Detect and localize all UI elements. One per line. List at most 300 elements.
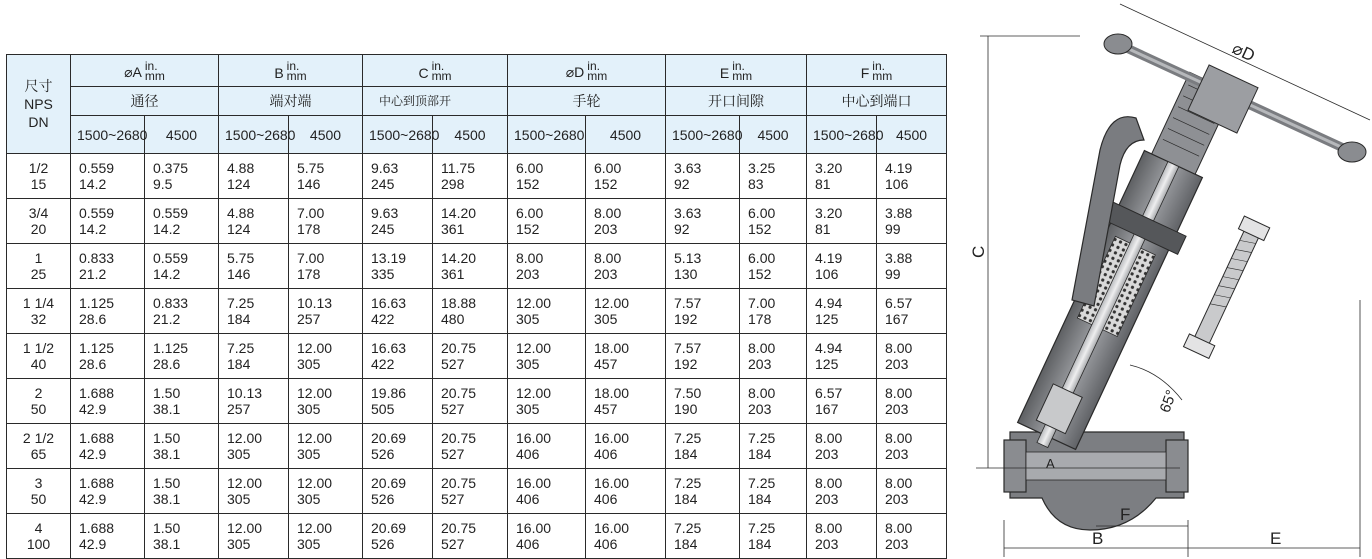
class-d-high: 4500 xyxy=(586,116,666,154)
value-mm: 203 xyxy=(516,266,540,282)
value-in: 0.559 xyxy=(153,250,189,266)
value-cell xyxy=(145,469,219,514)
value-cell xyxy=(877,514,947,559)
value-in: 12.00 xyxy=(516,385,552,401)
value-cell xyxy=(433,469,508,514)
value-cell xyxy=(145,199,219,244)
value-mm: 42.9 xyxy=(79,446,107,462)
size-cell xyxy=(7,379,71,424)
value-mm: 184 xyxy=(227,311,251,327)
value-mm: 28.6 xyxy=(79,311,107,327)
value-in: 3.63 xyxy=(674,205,702,221)
value-in: 7.57 xyxy=(674,295,702,311)
value-in: 7.25 xyxy=(748,520,776,536)
col-a-label: ⌀A xyxy=(124,63,142,80)
value-mm: 203 xyxy=(815,446,839,462)
dim-label-b: B xyxy=(1092,529,1104,548)
value-mm: 203 xyxy=(885,356,909,372)
table-row xyxy=(7,469,947,514)
value-mm: 305 xyxy=(297,401,321,417)
value-mm: 526 xyxy=(371,536,395,552)
unit-in: in. xyxy=(732,58,745,73)
value-cell xyxy=(807,199,877,244)
value-in: 8.00 xyxy=(748,385,776,401)
value-in: 6.00 xyxy=(748,205,776,221)
value-in: 14.20 xyxy=(441,205,477,221)
value-mm: 178 xyxy=(297,221,321,237)
unit-in: in. xyxy=(431,58,445,73)
value-cell xyxy=(433,379,508,424)
value-mm: 406 xyxy=(594,491,618,507)
value-mm: 184 xyxy=(674,446,698,462)
value-in: 8.00 xyxy=(815,520,843,536)
value-in: 1.688 xyxy=(79,520,115,536)
value-in: 4.94 xyxy=(815,340,843,356)
value-mm: 106 xyxy=(815,266,839,282)
col-d-header xyxy=(508,55,666,87)
class-b-low: 1500~2680 xyxy=(219,116,289,154)
value-mm: 42.9 xyxy=(79,491,107,507)
value-cell xyxy=(666,334,740,379)
value-in: 12.00 xyxy=(297,430,333,446)
value-mm: 38.1 xyxy=(153,401,181,417)
size-cell xyxy=(7,424,71,469)
value-cell xyxy=(586,334,666,379)
unit-mm: mm xyxy=(431,68,452,83)
value-cell xyxy=(807,469,877,514)
value-cell xyxy=(666,424,740,469)
value-in: 12.00 xyxy=(594,295,630,311)
value-in: 0.833 xyxy=(79,250,115,266)
value-in: 6.57 xyxy=(885,295,913,311)
value-cell xyxy=(586,244,666,289)
value-cell xyxy=(508,514,586,559)
size-cell xyxy=(7,514,71,559)
value-mm: 457 xyxy=(594,356,618,372)
value-in: 9.63 xyxy=(371,160,399,176)
value-cell xyxy=(363,424,433,469)
value-in: 1.125 xyxy=(153,340,189,356)
value-in: 7.25 xyxy=(227,340,255,356)
value-in: 16.00 xyxy=(516,520,552,536)
value-in: 4.19 xyxy=(815,250,843,266)
value-cell xyxy=(433,199,508,244)
value-cell xyxy=(666,154,740,199)
value-cell xyxy=(740,424,807,469)
value-mm: 14.2 xyxy=(153,221,181,237)
unit-mm: mm xyxy=(286,68,307,83)
value-mm: 99 xyxy=(885,221,901,237)
value-in: 0.559 xyxy=(79,160,115,176)
value-cell xyxy=(508,469,586,514)
value-mm: 192 xyxy=(674,311,698,327)
value-mm: 203 xyxy=(815,491,839,507)
value-mm: 152 xyxy=(748,266,772,282)
dim-label-f: F xyxy=(1120,505,1131,524)
value-mm: 83 xyxy=(748,176,764,192)
value-in: 7.25 xyxy=(674,475,702,491)
value-cell xyxy=(71,334,145,379)
value-in: 8.00 xyxy=(815,430,843,446)
value-mm: 14.2 xyxy=(79,221,107,237)
value-in: 16.63 xyxy=(371,340,407,356)
class-f-high: 4500 xyxy=(877,116,947,154)
value-cell xyxy=(807,334,877,379)
value-in: 1.688 xyxy=(79,385,115,401)
value-in: 8.00 xyxy=(885,520,913,536)
value-cell xyxy=(289,154,363,199)
value-cell xyxy=(586,199,666,244)
value-cell xyxy=(740,244,807,289)
value-cell xyxy=(219,334,289,379)
class-e-high: 4500 xyxy=(740,116,807,154)
value-in: 4.88 xyxy=(227,205,255,221)
value-in: 12.00 xyxy=(297,340,333,356)
value-cell xyxy=(433,424,508,469)
value-cell xyxy=(145,424,219,469)
value-mm: 152 xyxy=(516,176,540,192)
table-row xyxy=(7,199,947,244)
value-in: 6.00 xyxy=(748,250,776,266)
value-mm: 184 xyxy=(227,356,251,372)
value-mm: 125 xyxy=(815,356,839,372)
value-cell xyxy=(71,199,145,244)
value-mm: 527 xyxy=(441,401,465,417)
value-mm: 203 xyxy=(815,536,839,552)
value-cell xyxy=(508,199,586,244)
value-in: 6.00 xyxy=(516,205,544,221)
value-cell xyxy=(219,514,289,559)
value-mm: 406 xyxy=(516,536,540,552)
value-mm: 42.9 xyxy=(79,536,107,552)
size-cell xyxy=(7,289,71,334)
size-cell xyxy=(7,469,71,514)
col-e-label: E xyxy=(719,64,730,81)
dim-label-a: A xyxy=(1046,456,1055,471)
dim-label-e: E xyxy=(1270,529,1282,548)
unit-in: in. xyxy=(872,58,885,73)
value-cell xyxy=(508,379,586,424)
value-mm: 124 xyxy=(227,176,251,192)
value-mm: 245 xyxy=(371,221,395,237)
dn-value: 100 xyxy=(26,536,51,552)
value-in: 0.559 xyxy=(153,205,189,221)
value-in: 4.94 xyxy=(815,295,843,311)
table-row xyxy=(7,334,947,379)
value-in: 0.375 xyxy=(153,160,189,176)
value-in: 7.00 xyxy=(297,250,325,266)
col-a-header xyxy=(71,55,219,87)
col-b-label: B xyxy=(274,64,284,81)
class-a-high: 4500 xyxy=(145,116,219,154)
value-in: 6.00 xyxy=(516,160,544,176)
class-b-high: 4500 xyxy=(289,116,363,154)
value-mm: 527 xyxy=(441,491,465,507)
value-mm: 38.1 xyxy=(153,446,181,462)
value-in: 14.20 xyxy=(441,250,477,266)
value-mm: 38.1 xyxy=(153,491,181,507)
table-row xyxy=(7,514,947,559)
value-cell xyxy=(877,289,947,334)
value-in: 18.88 xyxy=(441,295,477,311)
value-cell xyxy=(219,154,289,199)
value-mm: 406 xyxy=(594,536,618,552)
col-c-label: C xyxy=(418,64,429,81)
unit-mm: mm xyxy=(144,68,165,83)
value-cell xyxy=(877,199,947,244)
value-in: 20.75 xyxy=(441,340,477,356)
value-mm: 152 xyxy=(594,176,618,192)
valve-drawing xyxy=(960,0,1372,557)
value-cell xyxy=(877,424,947,469)
table-row xyxy=(7,244,947,289)
value-mm: 305 xyxy=(227,536,251,552)
class-c-high: 4500 xyxy=(433,116,508,154)
value-cell xyxy=(71,379,145,424)
value-in: 20.75 xyxy=(441,520,477,536)
value-mm: 28.6 xyxy=(79,356,107,372)
value-mm: 106 xyxy=(885,176,909,192)
value-in: 10.13 xyxy=(297,295,333,311)
value-in: 16.00 xyxy=(516,430,552,446)
col-c-header xyxy=(363,55,508,87)
value-in: 3.25 xyxy=(748,160,776,176)
value-mm: 257 xyxy=(227,401,251,417)
nps-value: 2 xyxy=(34,385,43,401)
value-mm: 203 xyxy=(748,356,772,372)
unit-in: in. xyxy=(587,58,600,73)
value-in: 12.00 xyxy=(516,295,552,311)
pressure-class-row xyxy=(7,116,947,154)
value-cell xyxy=(363,469,433,514)
value-cell xyxy=(807,424,877,469)
value-in: 7.25 xyxy=(674,430,702,446)
value-cell xyxy=(807,514,877,559)
value-cell xyxy=(508,424,586,469)
nps-value: 1/2 xyxy=(28,160,49,176)
value-cell xyxy=(433,334,508,379)
value-in: 7.25 xyxy=(227,295,255,311)
value-cell xyxy=(666,379,740,424)
value-cell xyxy=(363,514,433,559)
nps-value: 3 xyxy=(34,475,43,491)
value-mm: 305 xyxy=(297,491,321,507)
value-in: 12.00 xyxy=(297,385,333,401)
value-in: 9.63 xyxy=(371,205,399,221)
nps-value: 1 xyxy=(34,250,43,266)
value-cell xyxy=(877,154,947,199)
value-in: 1.688 xyxy=(79,475,115,491)
value-cell xyxy=(71,424,145,469)
nps-value: 2 1/2 xyxy=(22,430,55,446)
value-cell xyxy=(807,154,877,199)
value-in: 8.00 xyxy=(516,250,544,266)
value-mm: 125 xyxy=(815,311,839,327)
value-in: 12.00 xyxy=(227,475,263,491)
value-mm: 124 xyxy=(227,221,251,237)
size-cell xyxy=(7,154,71,199)
value-in: 16.00 xyxy=(594,475,630,491)
value-mm: 14.2 xyxy=(79,176,107,192)
value-mm: 305 xyxy=(227,446,251,462)
value-in: 8.00 xyxy=(885,475,913,491)
value-cell xyxy=(586,514,666,559)
class-e-low: 1500~2680 xyxy=(666,116,740,154)
value-mm: 184 xyxy=(748,536,772,552)
value-mm: 457 xyxy=(594,401,618,417)
value-cell xyxy=(586,424,666,469)
nps-value: 1 1/2 xyxy=(22,340,55,356)
value-cell xyxy=(807,289,877,334)
dn-value: 20 xyxy=(30,221,47,237)
dn-value: 50 xyxy=(30,401,47,417)
value-cell xyxy=(219,379,289,424)
value-mm: 28.6 xyxy=(153,356,181,372)
value-cell xyxy=(289,379,363,424)
value-cell xyxy=(219,199,289,244)
value-cell xyxy=(363,199,433,244)
value-cell xyxy=(363,154,433,199)
col-a-caption: 通径 xyxy=(71,87,219,116)
value-cell xyxy=(363,334,433,379)
unit-mm: mm xyxy=(732,68,753,83)
valve-body xyxy=(1004,65,1270,530)
value-in: 8.00 xyxy=(815,475,843,491)
value-in: 4.88 xyxy=(227,160,255,176)
value-cell xyxy=(145,379,219,424)
nps-value: 4 xyxy=(34,520,43,536)
value-cell xyxy=(219,289,289,334)
value-in: 7.00 xyxy=(748,295,776,311)
value-in: 18.00 xyxy=(594,340,630,356)
value-cell xyxy=(740,514,807,559)
value-in: 3.20 xyxy=(815,205,843,221)
value-mm: 305 xyxy=(297,356,321,372)
table-row xyxy=(7,289,947,334)
value-mm: 184 xyxy=(674,491,698,507)
value-mm: 422 xyxy=(371,356,395,372)
value-cell xyxy=(586,379,666,424)
col-e-header xyxy=(666,55,807,87)
value-mm: 527 xyxy=(441,536,465,552)
dn-value: 15 xyxy=(30,176,47,192)
value-in: 8.00 xyxy=(594,250,622,266)
value-mm: 406 xyxy=(516,446,540,462)
unit-in: in. xyxy=(144,58,158,73)
value-cell xyxy=(666,199,740,244)
value-mm: 184 xyxy=(748,491,772,507)
dn-value: 40 xyxy=(30,356,47,372)
value-mm: 406 xyxy=(516,491,540,507)
value-cell xyxy=(71,469,145,514)
dim-label-c: C xyxy=(969,245,988,258)
value-mm: 38.1 xyxy=(153,536,181,552)
value-mm: 480 xyxy=(441,311,465,327)
size-label-nps: NPS xyxy=(24,96,53,112)
value-mm: 361 xyxy=(441,266,465,282)
unit-mm: mm xyxy=(872,68,893,83)
value-cell xyxy=(145,334,219,379)
value-cell xyxy=(363,379,433,424)
value-in: 0.833 xyxy=(153,295,189,311)
value-cell xyxy=(740,154,807,199)
value-in: 7.57 xyxy=(674,340,702,356)
value-mm: 298 xyxy=(441,176,465,192)
value-mm: 203 xyxy=(885,446,909,462)
value-cell xyxy=(740,469,807,514)
value-cell xyxy=(71,289,145,334)
value-mm: 406 xyxy=(594,446,618,462)
value-cell xyxy=(289,424,363,469)
value-in: 8.00 xyxy=(748,340,776,356)
table-row xyxy=(7,379,947,424)
value-cell xyxy=(740,379,807,424)
value-in: 8.00 xyxy=(885,385,913,401)
value-cell xyxy=(289,514,363,559)
value-mm: 203 xyxy=(594,221,618,237)
value-in: 16.00 xyxy=(594,430,630,446)
value-in: 20.69 xyxy=(371,475,407,491)
col-f-label: F xyxy=(860,64,870,81)
value-mm: 305 xyxy=(516,356,540,372)
value-in: 8.00 xyxy=(594,205,622,221)
value-mm: 305 xyxy=(516,311,540,327)
value-mm: 203 xyxy=(885,491,909,507)
value-cell xyxy=(877,244,947,289)
value-cell xyxy=(433,154,508,199)
value-in: 8.00 xyxy=(885,340,913,356)
value-cell xyxy=(433,289,508,334)
col-d-label: ⌀D xyxy=(565,63,585,80)
value-mm: 92 xyxy=(674,221,690,237)
value-mm: 167 xyxy=(815,401,839,417)
class-f-low: 1500~2680 xyxy=(807,116,877,154)
value-in: 1.50 xyxy=(153,475,181,491)
value-mm: 9.5 xyxy=(153,176,173,192)
value-cell xyxy=(71,244,145,289)
value-mm: 203 xyxy=(748,401,772,417)
value-in: 7.25 xyxy=(674,520,702,536)
value-in: 20.75 xyxy=(441,385,477,401)
value-mm: 505 xyxy=(371,401,395,417)
value-in: 12.00 xyxy=(516,340,552,356)
value-mm: 527 xyxy=(441,356,465,372)
value-in: 3.88 xyxy=(885,205,913,221)
value-in: 1.50 xyxy=(153,385,181,401)
value-in: 20.69 xyxy=(371,430,407,446)
value-cell xyxy=(740,289,807,334)
value-cell xyxy=(219,244,289,289)
col-b-caption: 端对端 xyxy=(219,87,363,116)
value-cell xyxy=(289,199,363,244)
col-f-header xyxy=(807,55,947,87)
class-d-low: 1500~2680 xyxy=(508,116,586,154)
value-in: 12.00 xyxy=(227,430,263,446)
nps-value: 3/4 xyxy=(28,205,49,221)
value-cell xyxy=(433,244,508,289)
class-a-low: 1500~2680 xyxy=(71,116,145,154)
value-mm: 178 xyxy=(297,266,321,282)
value-mm: 178 xyxy=(748,311,772,327)
value-cell xyxy=(740,199,807,244)
value-cell xyxy=(363,244,433,289)
value-mm: 21.2 xyxy=(79,266,107,282)
col-e-caption: 开口间隙 xyxy=(666,87,807,116)
value-cell xyxy=(877,469,947,514)
value-cell xyxy=(145,244,219,289)
value-cell xyxy=(145,289,219,334)
value-cell xyxy=(586,289,666,334)
